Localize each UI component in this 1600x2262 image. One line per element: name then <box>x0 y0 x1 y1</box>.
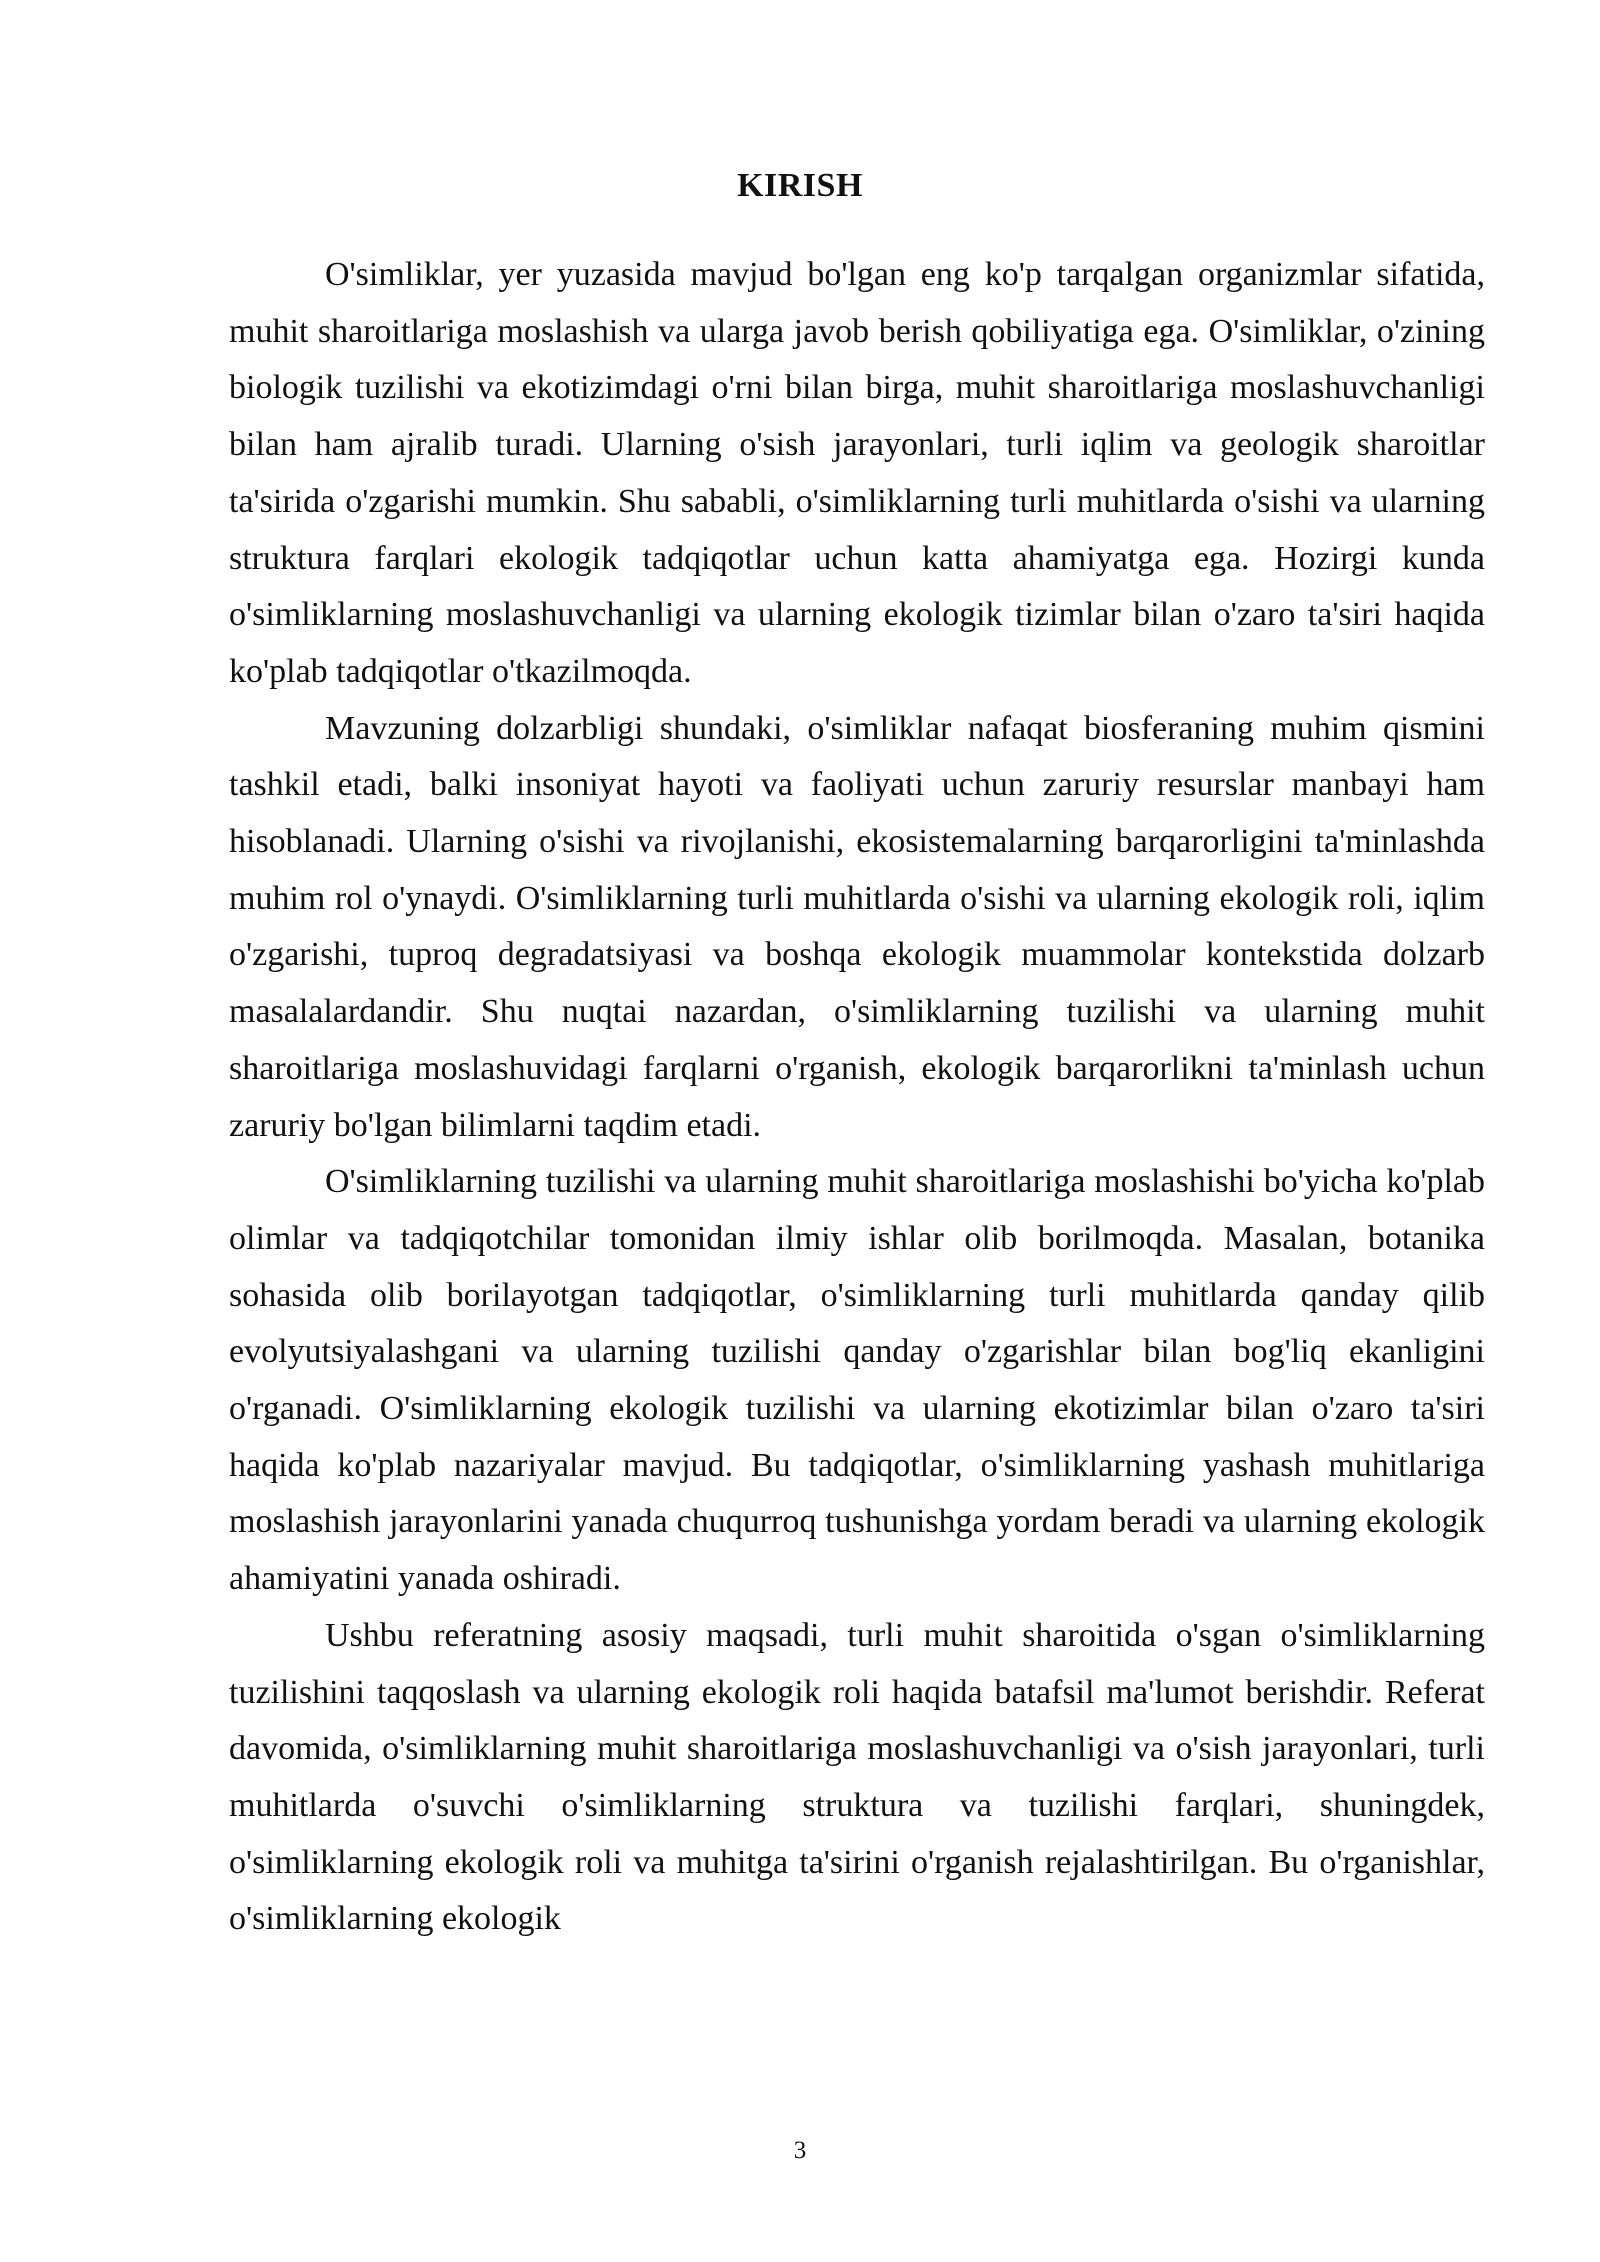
page-number: 3 <box>793 2137 807 2164</box>
paragraph-3: O'simliklarning tuzilishi va ularning muhit sharoitlariga moslashishi bo'yicha ko'plab olimlar va tadqiqotchilar tomonidan ilmiy ishlar olib borilmoqda. Masalan, botanika sohasida olib borilayotgan tadqiqotlar, o'simliklarning turli muhitlarda qanday qilib evolyutsiyalashgani va ularning tuzilishi qanday o'zgarishlar bilan bog'liq ekanligini o'rganadi. O'simliklarning ekologik tuzilishi va ularning ekotizimlar bilan o'zaro ta'siri haqida ko'plab nazariyalar mavjud. Bu tadqiqotlar, o'simliklarning yashash muhitlariga moslashish jarayonlarini yanada chuqurroq tushunishga yordam beradi va ularning ekologik ahamiyatini yanada oshiradi. <box>229 1163 1485 1598</box>
body-text <box>229 247 1485 1948</box>
paragraph-1: O'simliklar, yer yuzasida mavjud bo'lgan eng ko'p tarqalgan organizmlar sifatida, muhit sharoitlariga moslashish va ularga javob berish qobiliyatiga ega. O'simliklar, o'zining biologik tuzilishi va ekotizimdagi o'rni bilan birga, muhit sharoitlariga moslashuvchanligi bilan ham ajralib turadi. Ularning o'sish jarayonlari, turli iqlim va geologik sharoitlar ta'sirida o'zgarishi mumkin. Shu sababli, o'simliklarning turli muhitlarda o'sishi va ularning struktura farqlari ekologik tadqiqotlar uchun katta ahamiyatga ega. Hozirgi kunda o'simliklarning moslashuvchanligi va ularning ekologik tizimlar bilan o'zaro ta'siri haqida ko'plab tadqiqotlar o'tkazilmoqda. <box>229 256 1485 690</box>
page-title: KIRISH <box>737 167 863 204</box>
paragraph-4: Ushbu referatning asosiy maqsadi, turli muhit sharoitida o'sgan o'simliklarning tuzilishini taqqoslash va ularning ekologik roli haqida batafsil ma'lumot berishdir. Referat davomida, o'simliklarning muhit sharoitlariga moslashuvchanligi va o'sish jarayonlari, turli muhitlarda o'suvchi o'simliklarning struktura va tuzilishi farqlari, shuningdek, o'simliklarning ekologik roli va muhitga ta'sirini o'rganish rejalashtirilgan. Bu o'rganishlar, o'simliklarning ekologik <box>229 1616 1485 1938</box>
paragraph-2: Mavzuning dolzarbligi shundaki, o'simliklar nafaqat biosferaning muhim qismini tashkil etadi, balki insoniyat hayoti va faoliyati uchun zaruriy resurslar manbayi ham hisoblanadi. Ularning o'sishi va rivojlanishi, ekosistemalarning barqarorligini ta'minlashda muhim rol o'ynaydi. O'simliklarning turli muhitlarda o'sishi va ularning ekologik roli, iqlim o'zgarishi, tuproq degradatsiyasi va boshqa ekologik muammolar kontekstida dolzarb masalalardandir. Shu nuqtai nazardan, o'simliklarning tuzilishi va ularning muhit sharoitlariga moslashuvidagi farqlarni o'rganish, ekologik barqarorlikni ta'minlash uchun zaruriy bo'lgan bilimlarni taqdim etadi. <box>229 709 1485 1144</box>
